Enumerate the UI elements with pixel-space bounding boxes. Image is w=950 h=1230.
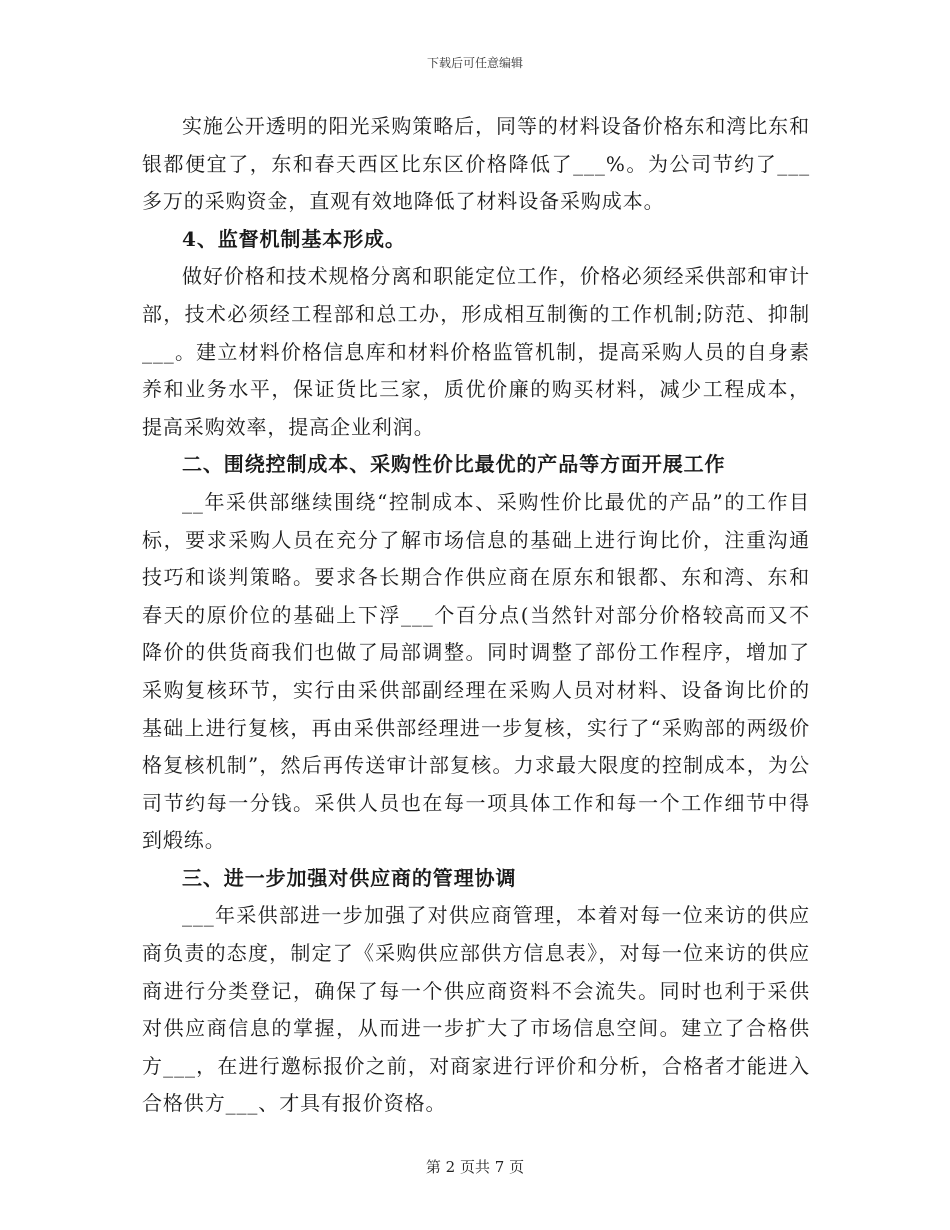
- heading-supervision-mechanism: 4、监督机制基本形成。: [182, 226, 406, 251]
- heading-section-two: 二、围绕控制成本、采购性价比最优的产品等方面开展工作: [182, 452, 726, 477]
- paragraph-supplier-management: ___年采供部进一步加强了对供应商管理，本着对每一位来访的供应商负责的态度，制定了《采购供应部供方信息表》，对每一位来访的供应商进行分类登记，确保了每一个供应商资料不会流失。同时也利于采供对供应商信息的掌握，从而进一步扩大了市场信息空间。建立了合格供方___，在进行邀标报价之前，对商家进行评价和分析，合格者才能进入合格供方___、才具有报价资格。: [142, 903, 810, 1116]
- paragraph-cost-savings: 实施公开透明的阳光采购策略后，同等的材料设备价格东和湾比东和银都便宜了，东和春天西区比东区价格降低了___%。为公司节约了___多万的采购资金，直观有效地降低了材料设备采购成本。: [142, 114, 810, 214]
- heading-section-three: 三、进一步加强对供应商的管理协调: [182, 865, 517, 890]
- document-body: [142, 108, 810, 1123]
- page-number: 第 2 页共 7 页: [425, 1158, 525, 1176]
- paragraph-cost-control: __年采供部继续围绕“控制成本、采购性价比最优的产品”的工作目标，要求采购人员在充分了解市场信息的基础上进行询比价，注重沟通技巧和谈判策略。要求各长期合作供应商在原东和银都、东和湾、东和春天的原价位的基础上下浮___个百分点(当然针对部分价格较高而又不降价的供货商我们也做了局部调整。同时调整了部份工作程序，增加了采购复核环节，实行由采供部副经理在采购人员对材料、设备询比价的基础上进行复核，再由采供部经理进一步复核，实行了“采购部的两级价格复核机制”，然后再传送审计部复核。力求最大限度的控制成本，为公司节约每一分钱。采供人员也在每一项具体工作和每一个工作细节中得到煅练。: [142, 489, 810, 853]
- header-note: 下载后可任意编辑: [426, 56, 523, 70]
- paragraph-supervision: 做好价格和技术规格分离和职能定位工作，价格必须经采供部和审计部，技术必须经工程部和总工办，形成相互制衡的工作机制;防范、抑制___。建立材料价格信息库和材料价格监管机制，提高采购人员的自身素养和业务水平，保证货比三家，质优价廉的购买材料，减少工程成本，提高采购效率，提高企业利润。: [142, 264, 810, 439]
